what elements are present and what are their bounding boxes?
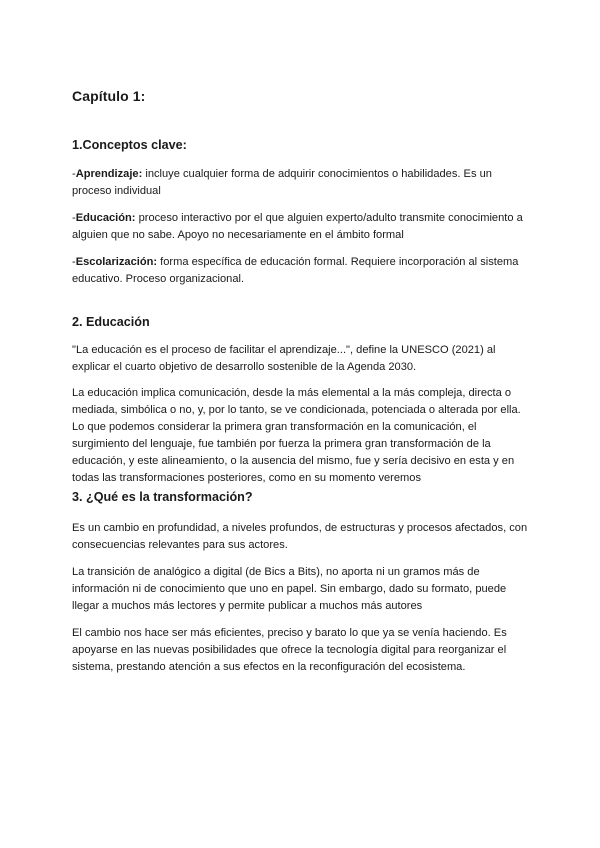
section-3-paragraph: La transición de analógico a digital (de Bics a Bits), no aporta ni un gramos más de información ni de conocimiento que uno en papel. Sin embargo, dado su formato, puede llegar a muchos más lectores y permite publicar a muchos más autores [72,566,507,612]
section-2-title: 2. Educación [72,315,150,329]
section-1-title: 1.Conceptos clave: [72,138,187,152]
section-3-paragraph: El cambio nos hace ser más eficientes, preciso y barato lo que ya se venía haciendo. Es apoyarse en las nuevas posibilidades que ofrece la tecnología digital para reorganizar el sistema, prestando atención a sus efectos en la reconfiguración del ecosistema. [72,627,507,673]
definition-escolarizacion [72,254,534,288]
chapter-title: Capítulo 1: [72,88,146,104]
definition-text: proceso interactivo por el que alguien experto/adulto transmite conocimiento a alguien que no sabe. Apoyo no necesariamente en el ámbito formal [72,212,523,241]
section-3-paragraph: Es un cambio en profundidad, a niveles profundos, de estructuras y procesos afectados, con consecuencias relevantes para sus actores. [72,522,528,551]
definition-prefix: - [72,212,76,224]
definition-aprendizaje [72,166,534,200]
section-2-paragraph: "La educación es el proceso de facilitar el aprendizaje...", define la UNESCO (2021) al explicar el cuarto objetivo de desarrollo sostenible de la Agenda 2030. [72,344,496,373]
section-3-title: 3. ¿Qué es la transformación? [72,490,253,504]
term-aprendizaje: Aprendizaje: [75,168,143,180]
definition-educacion [72,210,534,244]
term-escolarizacion: Escolarización: [75,256,158,268]
definition-text: forma específica de educación formal. Requiere incorporación al sistema educativo. Proceso organizacional. [72,256,519,285]
section-2-paragraph: La educación implica comunicación, desde la más elemental a la más compleja, directa o mediada, simbólica o no, y, por lo tanto, se ve condicionada, potenciada o alterada por ella. Lo que podemos considerar la primera gran transformación en la comunicación, el surgimiento del lenguaje, fue también por fuerza la primera gran transformación de la educación, y este alineamiento, o la ausencia del mismo, fue y sería decisivo en esta y en todas las transformaciones posteriores, como en su momento veremos [72,387,521,484]
term-educacion: Educación: [75,212,136,224]
definition-prefix: - [72,168,76,180]
definition-text: incluye cualquier forma de adquirir conocimientos o habilidades. Es un proceso individual [72,168,492,197]
definition-prefix: - [72,256,76,268]
